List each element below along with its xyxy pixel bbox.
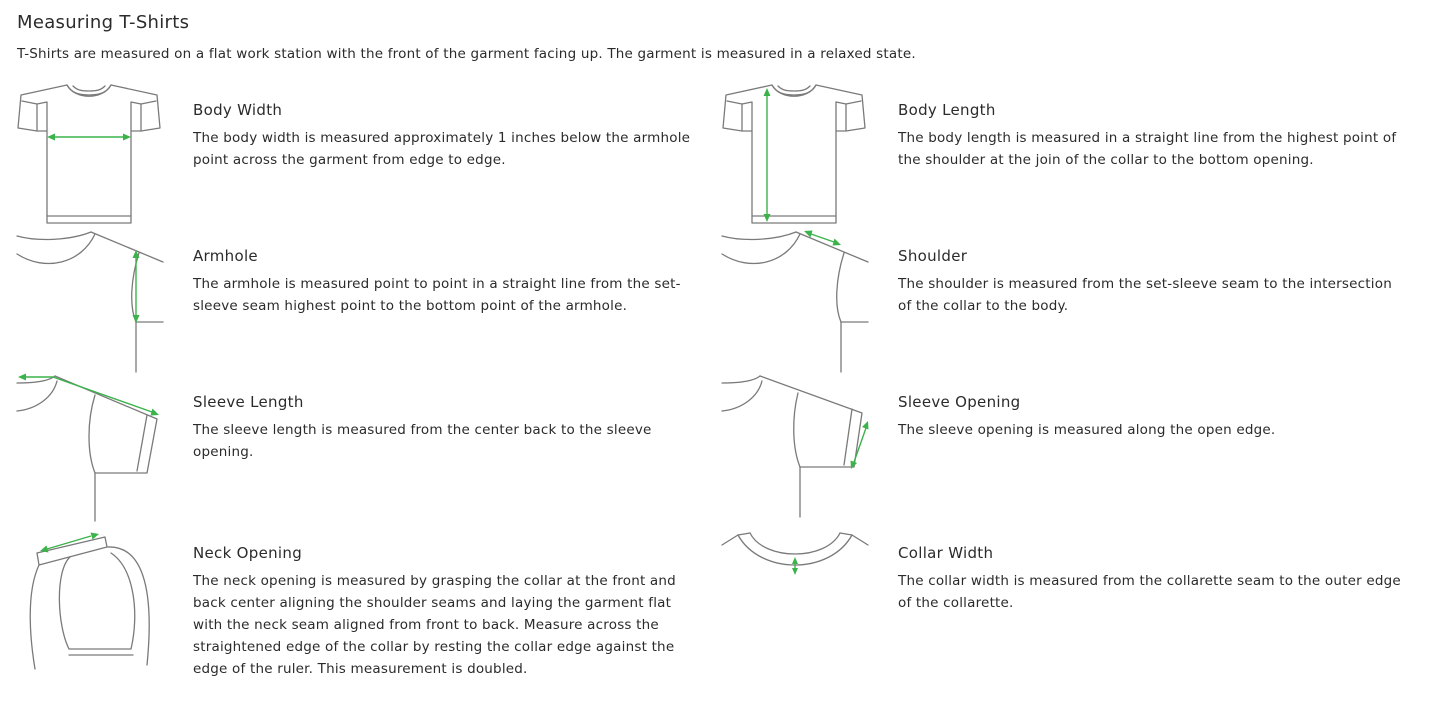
collar-width-section bbox=[898, 544, 1403, 614]
shoulder-title: Shoulder bbox=[898, 247, 968, 265]
tshirt-body-width-diagram bbox=[15, 82, 165, 227]
sleeve-length-description: The sleeve length is measured from the center back to the sleeve opening. bbox=[193, 422, 652, 460]
collar-width-diagram bbox=[720, 525, 870, 585]
armhole-diagram bbox=[15, 228, 165, 374]
shoulder-diagram bbox=[720, 228, 870, 374]
collar-width-title: Collar Width bbox=[898, 544, 994, 562]
sleeve-opening-section bbox=[898, 393, 1403, 441]
shoulder-description: The shoulder is measured from the set-sleeve seam to the intersection of the collar to the body. bbox=[898, 276, 1392, 314]
shoulder-section bbox=[898, 247, 1403, 317]
sleeve-length-section bbox=[193, 393, 698, 463]
sleeve-length-diagram bbox=[15, 373, 165, 523]
tshirt-body-length-diagram bbox=[720, 82, 870, 227]
body-length-section bbox=[898, 101, 1403, 171]
neck-opening-description: The neck opening is measured by grasping the collar at the front and back center aligning the shoulder seams and laying the garment flat with the neck seam aligned from front to back. Measure across the straightened edge of the collar by resting the collar edge against the edge of the ruler. This measurement is doubled. bbox=[193, 573, 676, 677]
sleeve-opening-diagram bbox=[720, 373, 870, 523]
body-width-title: Body Width bbox=[193, 101, 283, 119]
sleeve-length-title: Sleeve Length bbox=[193, 393, 304, 411]
sleeve-opening-description: The sleeve opening is measured along the open edge. bbox=[898, 422, 1276, 438]
neck-opening-diagram bbox=[15, 525, 165, 675]
armhole-description: The armhole is measured point to point in a straight line from the set-sleeve seam highest point to the bottom point of the armhole. bbox=[193, 276, 681, 314]
sleeve-opening-title: Sleeve Opening bbox=[898, 393, 1021, 411]
collar-width-description: The collar width is measured from the collarette seam to the outer edge of the collarette. bbox=[898, 573, 1401, 611]
body-length-title: Body Length bbox=[898, 101, 996, 119]
armhole-title: Armhole bbox=[193, 247, 258, 265]
intro-text: T-Shirts are measured on a flat work station with the front of the garment facing up. The garment is measured in a relaxed state. bbox=[17, 46, 916, 62]
page-title: Measuring T-Shirts bbox=[17, 12, 190, 33]
neck-opening-title: Neck Opening bbox=[193, 544, 303, 562]
body-width-section bbox=[193, 101, 698, 171]
body-width-description: The body width is measured approximately 1 inches below the armhole point across the garment from edge to edge. bbox=[193, 130, 691, 168]
body-length-description: The body length is measured in a straight line from the highest point of the shoulder at the join of the collar to the bottom opening. bbox=[898, 130, 1397, 168]
armhole-section bbox=[193, 247, 698, 317]
neck-opening-section bbox=[193, 544, 698, 680]
